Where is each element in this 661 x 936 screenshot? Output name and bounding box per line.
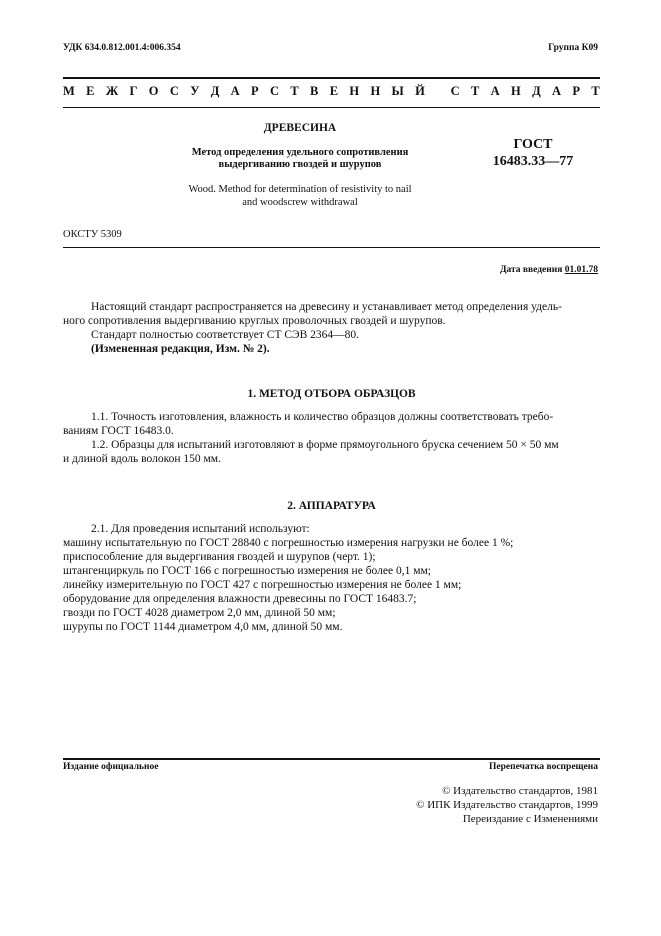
official-edition: Издание официальное xyxy=(63,762,159,772)
reissue-note: Переиздание с Изменениями xyxy=(462,813,598,825)
introduction-date xyxy=(500,265,598,275)
gost-label: ГОСТ xyxy=(513,137,553,152)
english-title-line-1: Wood. Method for determination of resistivity to nail xyxy=(188,184,412,195)
intro-line-3: Стандарт полностью соответствует СТ СЭВ 2364—80. xyxy=(91,329,360,341)
banner-letter: Н xyxy=(370,84,381,98)
english-title-line-2: and woodscrew withdrawal xyxy=(242,197,358,208)
reprint-prohibited: Перепечатка воспрещена xyxy=(488,762,598,772)
banner-letter: Н xyxy=(349,84,360,98)
banner-letter: Н xyxy=(511,84,521,98)
clause-2-1-lead: 2.1. Для проведения испытаний используют: xyxy=(91,523,310,535)
copyright-block xyxy=(416,784,598,826)
banner-letter: А xyxy=(552,84,562,98)
banner-rule xyxy=(63,107,600,108)
intro-line-1: Настоящий стандарт распространяется на древесину и устанавливает метод определения удель- xyxy=(91,301,562,313)
equipment-item: гвозди по ГОСТ 4028 диаметром 2,0 мм, длиной 50 мм; xyxy=(63,607,336,619)
equipment-item: приспособление для выдергивания гвоздей и шурупов (черт. 1); xyxy=(63,551,376,563)
amendment-note: (Измененная редакция, Изм. № 2). xyxy=(91,343,270,355)
copyright-1981: © Издательство стандартов, 1981 xyxy=(442,785,598,797)
english-title xyxy=(120,183,480,209)
interstate-standard-banner xyxy=(63,84,600,99)
okstu-code: ОКСТУ 5309 xyxy=(63,229,122,240)
banner-letter: Т xyxy=(470,84,480,98)
udk-code: УДК 634.0.812.001.4:006.354 xyxy=(63,43,181,53)
banner-letter: Д xyxy=(210,84,220,98)
banner-letter: С xyxy=(450,84,460,98)
banner-letter: А xyxy=(230,84,240,98)
banner-letter: С xyxy=(169,84,179,98)
section-2-body xyxy=(63,522,600,634)
banner-letter: В xyxy=(310,84,319,98)
section-1-heading: 1. МЕТОД ОТБОРА ОБРАЗЦОВ xyxy=(247,388,416,400)
document-title: ДРЕВЕСИНА xyxy=(263,122,337,134)
section-1-body xyxy=(63,410,600,466)
equipment-list xyxy=(63,536,600,634)
gost-designation xyxy=(478,136,588,170)
clause-1-1-line-1: 1.1. Точность изготовления, влажность и количество образцов должны соответствовать требо- xyxy=(91,411,554,423)
banner-letter: Й xyxy=(415,84,425,98)
banner-letter: Т xyxy=(290,84,299,98)
banner-letter: М xyxy=(63,84,75,98)
equipment-item: линейку измерительную по ГОСТ 427 с погрешностью измерения не более 1 мм; xyxy=(63,579,462,591)
banner-letter: Ж xyxy=(105,84,119,98)
equipment-item: оборудование для определения влажности древесины по ГОСТ 16483.7; xyxy=(63,593,417,605)
equipment-item: шурупы по ГОСТ 1144 диаметром 4,0 мм, длиной 50 мм. xyxy=(63,621,343,633)
equipment-item: машину испытательную по ГОСТ 28840 с погрешностью измерения нагрузки не более 1 %; xyxy=(63,537,514,549)
section-2-heading: 2. АППАРАТУРА xyxy=(287,500,376,512)
document-subtitle xyxy=(120,147,480,171)
subtitle-line-1: Метод определения удельного сопротивления xyxy=(191,147,409,158)
subtitle-line-2: выдергиванию гвоздей и шурупов xyxy=(218,159,382,170)
banner-letter: Р xyxy=(572,84,581,98)
banner-letter: Е xyxy=(86,84,95,98)
intro-line-2: ного сопротивления выдергиванию круглых проволочных гвоздей и шурупов. xyxy=(63,315,446,327)
intro-paragraph xyxy=(63,300,600,356)
banner-letter: Д xyxy=(532,84,541,98)
banner-letter: Т xyxy=(591,84,600,98)
banner-letter: У xyxy=(190,84,200,98)
intro-date-label: Дата введения xyxy=(499,265,563,275)
banner-letter: А xyxy=(490,84,500,98)
copyright-1999: © ИПК Издательство стандартов, 1999 xyxy=(416,799,598,811)
banner-letter: С xyxy=(270,84,280,98)
banner-letter: Г xyxy=(129,84,138,98)
intro-date-value: 01.01.78 xyxy=(564,265,598,275)
group-code: Группа К09 xyxy=(548,43,598,53)
banner-letter: Р xyxy=(251,84,259,98)
clause-1-1-line-2: ваниям ГОСТ 16483.0. xyxy=(63,425,174,437)
banner-letter: Ы xyxy=(391,84,404,98)
top-rule xyxy=(63,77,600,79)
gost-number: 16483.33—77 xyxy=(492,154,574,169)
equipment-item: штангенциркуль по ГОСТ 166 с погрешностью измерения не более 0,1 мм; xyxy=(63,565,431,577)
banner-letter: О xyxy=(148,84,159,98)
clause-1-2-line-1: 1.2. Образцы для испытаний изготовляют в форме прямоугольного бруска сечением 50 × 50 мм xyxy=(91,439,559,451)
banner-letter xyxy=(436,84,439,99)
banner-letter: Е xyxy=(329,84,339,98)
clause-1-2-line-2: и длиной вдоль волокон 150 мм. xyxy=(63,453,221,465)
title-rule xyxy=(63,247,600,248)
footer-rule xyxy=(63,758,600,760)
